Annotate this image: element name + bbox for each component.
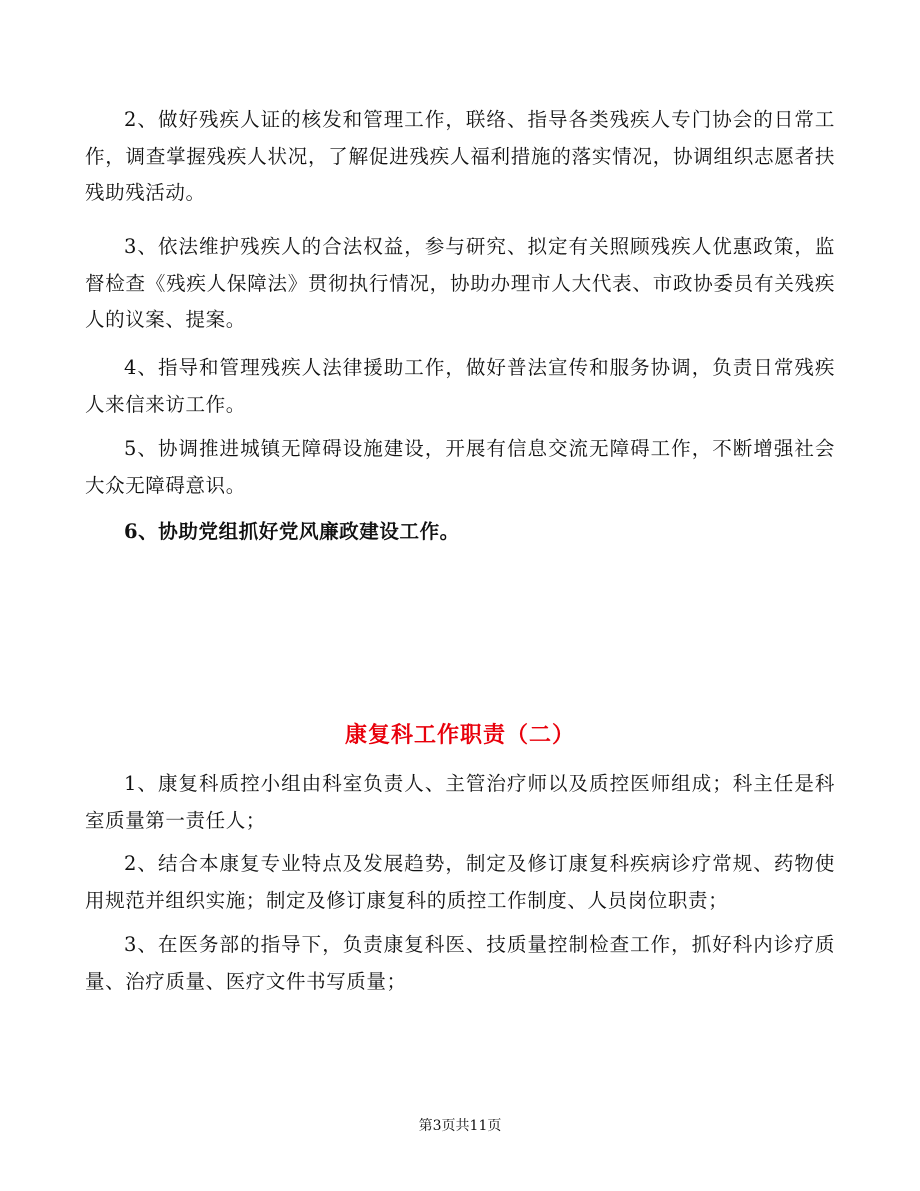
paragraph-item-2: 2、做好残疾人证的核发和管理工作，联络、指导各类残疾人专门协会的日常工作，调查掌握残疾人状况，了解促进残疾人福利措施的落实情况，协调组织志愿者扶残助残活动。 (85, 108, 835, 204)
section-title: 康复科工作职责（二） (344, 722, 575, 748)
paragraph-item-3: 3、依法维护残疾人的合法权益，参与研究、拟定有关照顾残疾人优惠政策，监督检查《残疾人保障法》贯彻执行情况，协助办理市人大代表、市政协委员有关残疾人的议案、提案。 (85, 235, 835, 331)
duty-item-3: 3、在医务部的指导下，负责康复科医、技质量控制检查工作，抓好科内诊疗质量、治疗质量、医疗文件书写质量； (85, 933, 835, 993)
paragraph-item-4: 4、指导和管理残疾人法律援助工作，做好普法宣传和服务协调，负责日常残疾人来信来访工作。 (85, 356, 835, 416)
duty-item-1: 1、康复科质控小组由科室负责人、主管治疗师以及质控医师组成；科主任是科室质量第一责任人； (85, 772, 835, 832)
duty-item-2: 2、结合本康复专业特点及发展趋势，制定及修订康复科疾病诊疗常规、药物使用规范并组织实施；制定及修订康复科的质控工作制度、人员岗位职责； (85, 852, 835, 912)
paragraph-item-6: 6、协助党组抓好党风廉政建设工作。 (124, 520, 460, 543)
paragraph-item-5: 5、协调推进城镇无障碍设施建设，开展有信息交流无障碍工作，不断增强社会大众无障碍意识。 (85, 437, 835, 497)
page-number: 第3页共11页 (418, 1118, 502, 1134)
